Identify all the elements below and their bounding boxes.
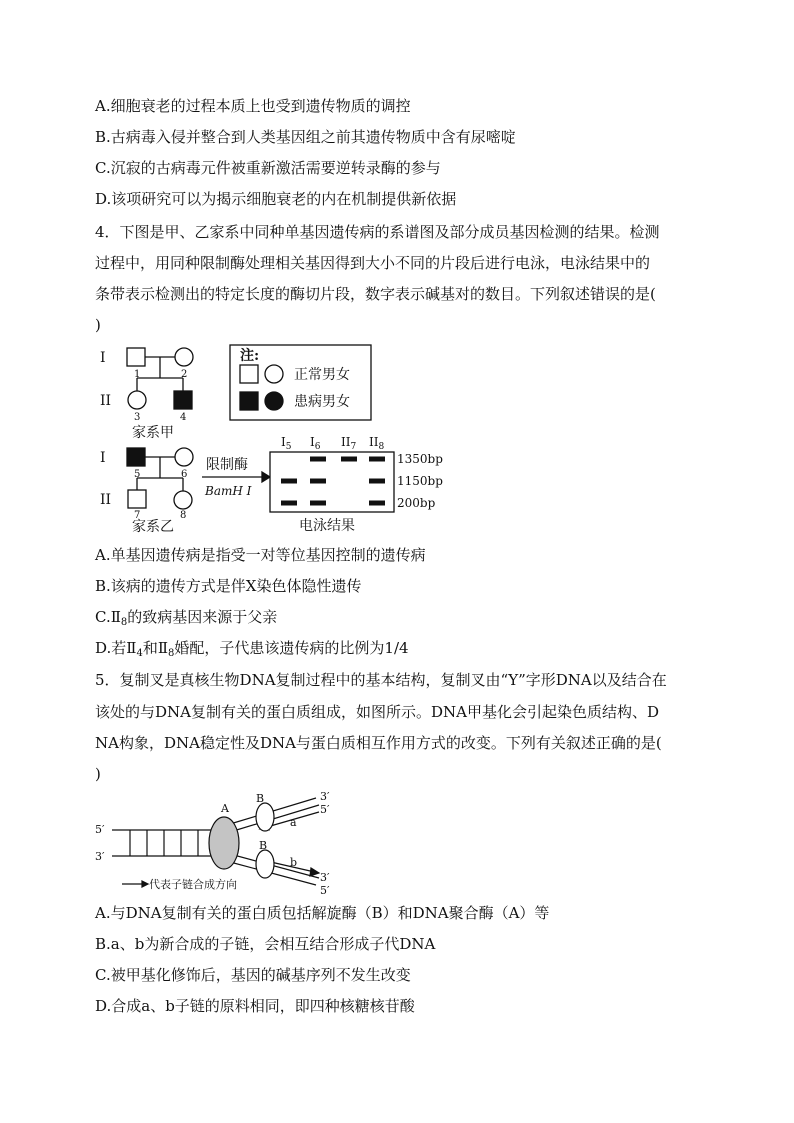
gel-band [310,501,326,506]
legend-normal-female-icon [265,365,283,383]
member-number: 8 [180,510,187,521]
label-a-enzyme: A [221,802,229,815]
q4-pedigree-figure [90,340,470,540]
legend-affected-male-icon [240,392,258,410]
q5-option-a: A.与DNA复制有关的蛋白质包括解旋酶（B）和DNA聚合酶（A）等 [95,904,550,922]
member-4-affected-male [174,391,192,409]
dna-polymerase-a [209,817,239,869]
generation-label-II: II [100,393,112,409]
q3-option-b: B.古病毒入侵并整合到人类基因组之前其遗传物质中含有尿嘧啶 [95,128,516,146]
generation-label-I: I [100,450,106,466]
q3-option-a: A.细胞衰老的过程本质上也受到遗传物质的调控 [95,97,411,115]
q5-stem-line: 该处的与DNA复制有关的蛋白质组成，如图所示。DNA甲基化会引起染色质结构、D [95,703,659,721]
arrow-legend-label: 代表子链合成方向 [149,878,237,891]
q3-option-c: C.沉寂的古病毒元件被重新激活需要逆转录酶的参与 [95,159,441,177]
label-daughter-a: a [290,816,297,829]
member-5-affected-male [127,448,145,466]
subscript: 8 [120,617,128,628]
member-number: 4 [180,412,187,423]
q5-option-b: B.a、b为新合成的子链，会相互结合形成子代DNA [95,935,436,953]
q4-option-d-text: 和Ⅱ [142,639,169,657]
gel-band [310,479,326,484]
label-b-enzyme: B [259,839,268,852]
gel-lane-label: $I_5$ [281,435,292,452]
gel-lane-label: $II_7$ [341,435,357,452]
enzyme-label: 限制酶 [206,457,248,473]
q4-option-b: B.该病的遗传方式是伴X染色体隐性遗传 [95,577,362,595]
member-6-normal-female [175,448,193,466]
strand-end-label: 3′ [95,850,105,863]
q5-option-d: D.合成a、b子链的原料相同，即四种核糖核苷酸 [95,997,415,1015]
gel-band [341,457,357,462]
legend-normal-label: 正常男女 [294,367,350,383]
q5-option-c: C.被甲基化修饰后，基因的碱基序列不发生改变 [95,966,411,984]
helicase-b-lower [256,850,274,878]
gel-band [369,457,385,462]
q4-option-c-text: 的致病基因来源于父亲 [127,608,278,626]
legend-affected-female-icon [265,392,283,410]
member-1-normal-male [127,348,145,366]
generation-label-I: I [100,350,106,366]
q4-option-d [95,638,409,664]
member-8-normal-female [174,491,192,509]
gel-band [369,479,385,484]
gel-band [369,501,385,506]
q4-option-c [95,607,277,633]
strand-end-label: 5′ [95,823,105,836]
legend-title: 注: [240,348,260,364]
subscript: 4 [136,648,143,659]
family-b-label: 家系乙 [132,519,174,535]
q5-stem-line: NA构象，DNA稳定性及DNA与蛋白质相互作用方式的改变。下列有关叙述正确的是( [95,734,662,752]
strand-end-label: 3′ [320,790,330,803]
q4-option-d-text: D.若Ⅱ [95,639,137,657]
q4-stem-line: 条带表示检测出的特定长度的酶切片段，数字表示碱基对的数目。下列叙述错误的是( [95,285,656,303]
q4-stem-line: ) [95,316,101,334]
gel-band [310,457,326,462]
member-number: 5 [134,469,141,480]
q3-option-d: D.该项研究可以为揭示细胞衰老的内在机制提供新依据 [95,190,457,208]
member-number: 3 [134,412,141,423]
legend-affected-label: 患病男女 [294,394,350,410]
label-daughter-b: b [290,856,298,869]
member-number: 7 [134,510,141,521]
family-a-label: 家系甲 [132,425,174,441]
gel-result-label: 电泳结果 [299,518,355,534]
label-b-enzyme: B [256,792,265,805]
q5-stem-line: 5．复制叉是真核生物DNA复制过程中的基本结构，复制叉由“Y”字形DNA以及结合在 [95,671,667,689]
member-3-normal-female [128,391,146,409]
member-2-normal-female [175,348,193,366]
q4-option-c-text: C.Ⅱ [95,608,121,626]
q4-option-d-text: 婚配，子代患该遗传病的比例为1/4 [174,639,409,657]
gel-lane-label: $I_6$ [310,435,321,452]
helicase-b-upper [256,803,274,831]
strand-end-label: 3′ [320,871,330,884]
strand-end-label: 5′ [320,884,330,897]
legend-normal-male-icon [240,365,258,383]
q4-option-a: A.单基因遗传病是指受一对等位基因控制的遗传病 [95,546,426,564]
generation-label-II: II [100,492,112,508]
gel-band [281,479,297,484]
q5-stem-line: ) [95,765,101,783]
gel-lane-label: $II_8$ [369,435,385,452]
q4-stem-line: 过程中，用同种限制酶处理相关基因得到大小不同的片段后进行电泳，电泳结果中的 [95,254,651,272]
subscript: 8 [168,648,175,659]
gel-band [281,501,297,506]
gel-size-label: 1350bp [397,452,443,466]
q5-replication-fork-figure [90,788,350,898]
gel-size-label: 1150bp [397,474,443,488]
q4-stem-line: 4．下图是甲、乙家系中同种单基因遗传病的系谱图及部分成员基因检测的结果。检测 [95,223,660,241]
enzyme-name: BamH I [205,484,252,498]
member-number: 1 [134,369,141,380]
strand-end-label: 5′ [320,803,330,816]
member-7-normal-male [128,490,146,508]
gel-size-label: 200bp [397,496,436,510]
member-number: 6 [181,469,188,480]
member-number: 2 [181,369,188,380]
